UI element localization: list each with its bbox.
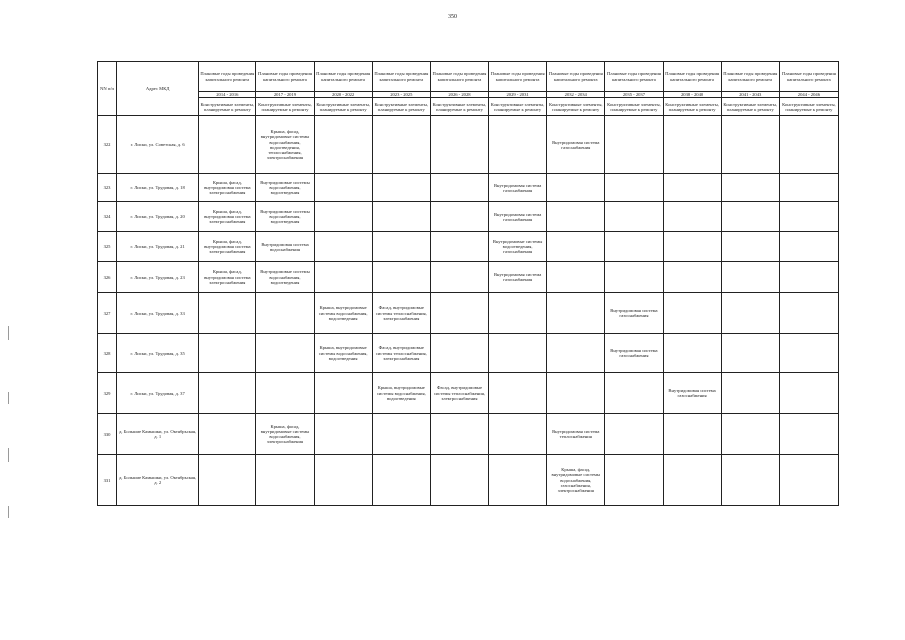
repair-elements-cell xyxy=(314,414,372,455)
repair-elements-cell xyxy=(605,116,663,174)
header-year-period: 2026 - 2028 xyxy=(430,92,488,98)
repair-elements-cell xyxy=(314,232,372,262)
repair-elements-cell xyxy=(663,232,721,262)
table-row xyxy=(98,202,839,232)
table-row xyxy=(98,174,839,202)
repair-elements-cell xyxy=(489,373,547,414)
repair-elements-cell xyxy=(721,414,779,455)
repair-elements-cell xyxy=(489,334,547,373)
header-year-period: 2023 - 2025 xyxy=(372,92,430,98)
repair-elements-cell: Внутридомовая система газоснабжения xyxy=(489,202,547,232)
repair-elements-cell: Внутридомовая система водоснабжения xyxy=(256,232,314,262)
header-year-subtitle: Конструктивные элементы, планируемые к ремонту xyxy=(430,98,488,116)
repair-elements-cell xyxy=(663,414,721,455)
repair-elements-cell: Крыша, фасад, внутридомовая система электроснабжения xyxy=(199,262,256,293)
repair-elements-cell: Крыша, фасад, внутридомовая система электроснабжения xyxy=(199,232,256,262)
repair-elements-cell: Крыша, фасад, внутридомовая система электроснабжения xyxy=(199,202,256,232)
table-row xyxy=(98,455,839,506)
row-address: г. Лиски, ул. Советская, д. 6 xyxy=(117,116,199,174)
repair-elements-cell xyxy=(314,455,372,506)
repair-elements-cell xyxy=(430,293,488,334)
row-address: г. Лиски, ул. Трудовая, д. 23 xyxy=(117,262,199,293)
header-year-title: Плановые годы проведения капитального ремонта xyxy=(489,62,547,92)
repair-elements-cell xyxy=(779,202,838,232)
repair-elements-cell xyxy=(430,455,488,506)
header-year-period: 2029 - 2031 xyxy=(489,92,547,98)
repair-elements-cell xyxy=(430,232,488,262)
repair-elements-cell xyxy=(430,174,488,202)
repair-elements-cell xyxy=(489,414,547,455)
header-year-subtitle: Конструктивные элементы, планируемые к ремонту xyxy=(199,98,256,116)
repair-elements-cell: Крыша, фасад, внутридомовые системы водоснабжения, газоснабжения, электроснабжения xyxy=(547,455,605,506)
repair-elements-cell xyxy=(721,455,779,506)
repair-elements-cell xyxy=(199,293,256,334)
header-year-title: Плановые годы проведения капитального ремонта xyxy=(430,62,488,92)
repair-elements-cell xyxy=(372,232,430,262)
header-year-subtitle: Конструктивные элементы, планируемые к ремонту xyxy=(663,98,721,116)
repair-elements-cell: Фасад, внутридомовые системы теплоснабжения, электроснабжения xyxy=(430,373,488,414)
repair-elements-cell xyxy=(721,202,779,232)
repair-elements-cell: Внутридомовые системы водоснабжения, водоотведения xyxy=(256,202,314,232)
repair-elements-cell xyxy=(547,232,605,262)
header-year-subtitle: Конструктивные элементы, планируемые к ремонту xyxy=(372,98,430,116)
repair-elements-cell xyxy=(372,455,430,506)
repair-elements-cell xyxy=(663,262,721,293)
repair-elements-cell xyxy=(663,334,721,373)
repair-elements-cell xyxy=(721,232,779,262)
repair-elements-cell xyxy=(372,174,430,202)
header-year-title: Плановые годы проведения капитального ремонта xyxy=(663,62,721,92)
row-address: д. Большие Камышки, ул. Октябрьская, д. 2 xyxy=(117,455,199,506)
table-row xyxy=(98,232,839,262)
repair-elements-cell xyxy=(721,116,779,174)
header-year-subtitle: Конструктивные элементы, планируемые к ремонту xyxy=(605,98,663,116)
repair-elements-cell xyxy=(721,262,779,293)
scan-artifact xyxy=(8,392,9,404)
repair-elements-cell xyxy=(605,202,663,232)
header-year-subtitle: Конструктивные элементы, планируемые к ремонту xyxy=(547,98,605,116)
row-number: 329 xyxy=(98,373,117,414)
repair-elements-cell: Внутридомовая система газоснабжения xyxy=(489,262,547,293)
repair-elements-cell xyxy=(779,116,838,174)
repair-elements-cell xyxy=(663,202,721,232)
table-row xyxy=(98,293,839,334)
repair-elements-cell xyxy=(605,262,663,293)
table-row xyxy=(98,373,839,414)
header-year-period: 2044 - 2046 xyxy=(779,92,838,98)
header-year-title: Плановые годы проведения капитального ремонта xyxy=(256,62,314,92)
repair-elements-cell xyxy=(779,373,838,414)
header-year-title: Плановые годы проведения капитального ремонта xyxy=(721,62,779,92)
repair-elements-cell: Внутридомовая система газоснабжения xyxy=(605,334,663,373)
header-year-title: Плановые годы проведения капитального ремонта xyxy=(605,62,663,92)
repair-elements-cell: Внутридомовая система газоснабжения xyxy=(663,373,721,414)
repair-elements-cell xyxy=(779,334,838,373)
repair-elements-cell xyxy=(547,293,605,334)
repair-elements-cell xyxy=(605,232,663,262)
row-address: г. Лиски, ул. Трудовая, д. 21 xyxy=(117,232,199,262)
repair-elements-cell xyxy=(199,373,256,414)
row-address: д. Большие Камышки, ул. Октябрьская, д. 1 xyxy=(117,414,199,455)
repair-elements-cell: Внутридомовые системы водоснабжения, водоотведения xyxy=(256,174,314,202)
row-number: 328 xyxy=(98,334,117,373)
repair-elements-cell xyxy=(779,174,838,202)
repair-elements-cell xyxy=(663,293,721,334)
repair-elements-cell xyxy=(547,262,605,293)
repair-elements-cell xyxy=(256,334,314,373)
header-year-period: 2017 - 2019 xyxy=(256,92,314,98)
page-number: 350 xyxy=(448,14,457,20)
header-year-title: Плановые годы проведения капитального ремонта xyxy=(547,62,605,92)
repair-elements-cell xyxy=(256,373,314,414)
table-row xyxy=(98,334,839,373)
header-year-subtitle: Конструктивные элементы, планируемые к ремонту xyxy=(779,98,838,116)
header-year-title: Плановые годы проведения капитального ремонта xyxy=(779,62,838,92)
repair-elements-cell xyxy=(663,455,721,506)
header-year-title: Плановые годы проведения капитального ремонта xyxy=(314,62,372,92)
repair-elements-cell: Крыша, фасад, внутридомовые системы водоснабжения, водоотведения, теплоснабжения, электроснабжения xyxy=(256,116,314,174)
header-year-period: 2014 - 2016 xyxy=(199,92,256,98)
row-number: 330 xyxy=(98,414,117,455)
table-row xyxy=(98,116,839,174)
repair-elements-cell xyxy=(547,334,605,373)
repair-elements-cell xyxy=(547,373,605,414)
repair-elements-cell xyxy=(721,174,779,202)
scan-artifact xyxy=(8,506,9,518)
repair-elements-cell xyxy=(372,414,430,455)
repair-elements-cell: Крыша, фасад, внутридомовые системы водоснабжения, электроснабжения xyxy=(256,414,314,455)
header-year-subtitle: Конструктивные элементы, планируемые к ремонту xyxy=(489,98,547,116)
header-year-subtitle: Конструктивные элементы, планируемые к ремонту xyxy=(256,98,314,116)
repair-elements-cell xyxy=(605,373,663,414)
header-year-period: 2035 - 2037 xyxy=(605,92,663,98)
row-number: 327 xyxy=(98,293,117,334)
repair-elements-cell xyxy=(721,373,779,414)
row-number: 325 xyxy=(98,232,117,262)
repair-elements-cell: Крыша, внутридомовые системы водоснабжения, водоотведения xyxy=(314,334,372,373)
repair-elements-cell xyxy=(663,116,721,174)
repair-elements-cell xyxy=(547,174,605,202)
table-header xyxy=(98,62,839,116)
repair-elements-cell xyxy=(547,202,605,232)
row-address: г. Лиски, ул. Трудовая, д. 35 xyxy=(117,334,199,373)
repair-elements-cell: Внутридомовые системы водоотведения, газоснабжения xyxy=(489,232,547,262)
repair-elements-cell xyxy=(314,116,372,174)
row-address: г. Лиски, ул. Трудовая, д. 33 xyxy=(117,293,199,334)
row-number: 322 xyxy=(98,116,117,174)
capital-repair-schedule-table xyxy=(97,61,839,506)
row-address: г. Лиски, ул. Трудовая, д. 20 xyxy=(117,202,199,232)
repair-elements-cell xyxy=(605,414,663,455)
header-nn: NN п/п xyxy=(98,62,117,116)
header-year-title: Плановые годы проведения капитального ремонта xyxy=(199,62,256,92)
repair-elements-cell xyxy=(372,116,430,174)
repair-elements-cell xyxy=(256,293,314,334)
header-year-period: 2032 - 2034 xyxy=(547,92,605,98)
repair-elements-cell xyxy=(256,455,314,506)
header-year-title: Плановые годы проведения капитального ремонта xyxy=(372,62,430,92)
repair-elements-cell xyxy=(721,293,779,334)
row-number: 323 xyxy=(98,174,117,202)
repair-elements-cell xyxy=(314,373,372,414)
repair-elements-cell xyxy=(199,334,256,373)
repair-elements-cell: Фасад, внутридомовые системы теплоснабжения, электроснабжения xyxy=(372,334,430,373)
repair-elements-cell xyxy=(489,116,547,174)
repair-elements-cell: Внутридомовые системы водоснабжения, водоотведения xyxy=(256,262,314,293)
repair-elements-cell xyxy=(199,116,256,174)
header-year-subtitle: Конструктивные элементы, планируемые к ремонту xyxy=(314,98,372,116)
repair-elements-cell xyxy=(605,455,663,506)
repair-elements-cell: Фасад, внутридомовые системы теплоснабжения, электроснабжения xyxy=(372,293,430,334)
row-number: 331 xyxy=(98,455,117,506)
repair-elements-cell: Внутридомовая система теплоснабжения xyxy=(547,414,605,455)
repair-elements-cell xyxy=(779,293,838,334)
repair-elements-cell xyxy=(314,262,372,293)
repair-elements-cell: Крыша, внутридомовые системы водоснабжения, водоотведения xyxy=(372,373,430,414)
repair-elements-cell: Крыша, фасад, внутридомовая система электроснабжения xyxy=(199,174,256,202)
repair-elements-cell xyxy=(605,174,663,202)
scan-artifact xyxy=(8,326,9,340)
repair-elements-cell xyxy=(372,202,430,232)
row-number: 326 xyxy=(98,262,117,293)
repair-elements-cell xyxy=(779,232,838,262)
repair-elements-cell xyxy=(430,202,488,232)
repair-elements-cell xyxy=(430,414,488,455)
repair-elements-cell xyxy=(779,262,838,293)
table-body xyxy=(98,116,839,506)
row-address: г. Лиски, ул. Трудовая, д. 18 xyxy=(117,174,199,202)
repair-elements-cell xyxy=(721,334,779,373)
repair-elements-cell: Внутридомовая система газоснабжения xyxy=(489,174,547,202)
repair-elements-cell xyxy=(430,116,488,174)
repair-elements-cell xyxy=(372,262,430,293)
repair-elements-cell xyxy=(199,455,256,506)
repair-elements-cell xyxy=(314,202,372,232)
repair-elements-cell: Крыша, внутридомовые системы водоснабжения, водоотведения xyxy=(314,293,372,334)
repair-elements-cell xyxy=(489,455,547,506)
repair-elements-cell xyxy=(314,174,372,202)
repair-elements-cell xyxy=(779,414,838,455)
row-address: г. Лиски, ул. Трудовая, д. 37 xyxy=(117,373,199,414)
header-year-subtitle: Конструктивные элементы, планируемые к ремонту xyxy=(721,98,779,116)
repair-elements-cell xyxy=(199,414,256,455)
table-row xyxy=(98,262,839,293)
repair-elements-cell: Внутридомовая система газоснабжения xyxy=(605,293,663,334)
scan-artifact xyxy=(8,448,9,462)
repair-elements-cell: Внутридомовая система газоснабжения xyxy=(547,116,605,174)
header-address: Адрес МКД xyxy=(117,62,199,116)
repair-elements-cell xyxy=(663,174,721,202)
repair-elements-cell xyxy=(430,262,488,293)
repair-elements-cell xyxy=(430,334,488,373)
repair-elements-cell xyxy=(779,455,838,506)
header-year-period: 2020 - 2022 xyxy=(314,92,372,98)
table-row xyxy=(98,414,839,455)
repair-elements-cell xyxy=(489,293,547,334)
row-number: 324 xyxy=(98,202,117,232)
header-year-period: 2038 - 2040 xyxy=(663,92,721,98)
header-year-period: 2041 - 2043 xyxy=(721,92,779,98)
